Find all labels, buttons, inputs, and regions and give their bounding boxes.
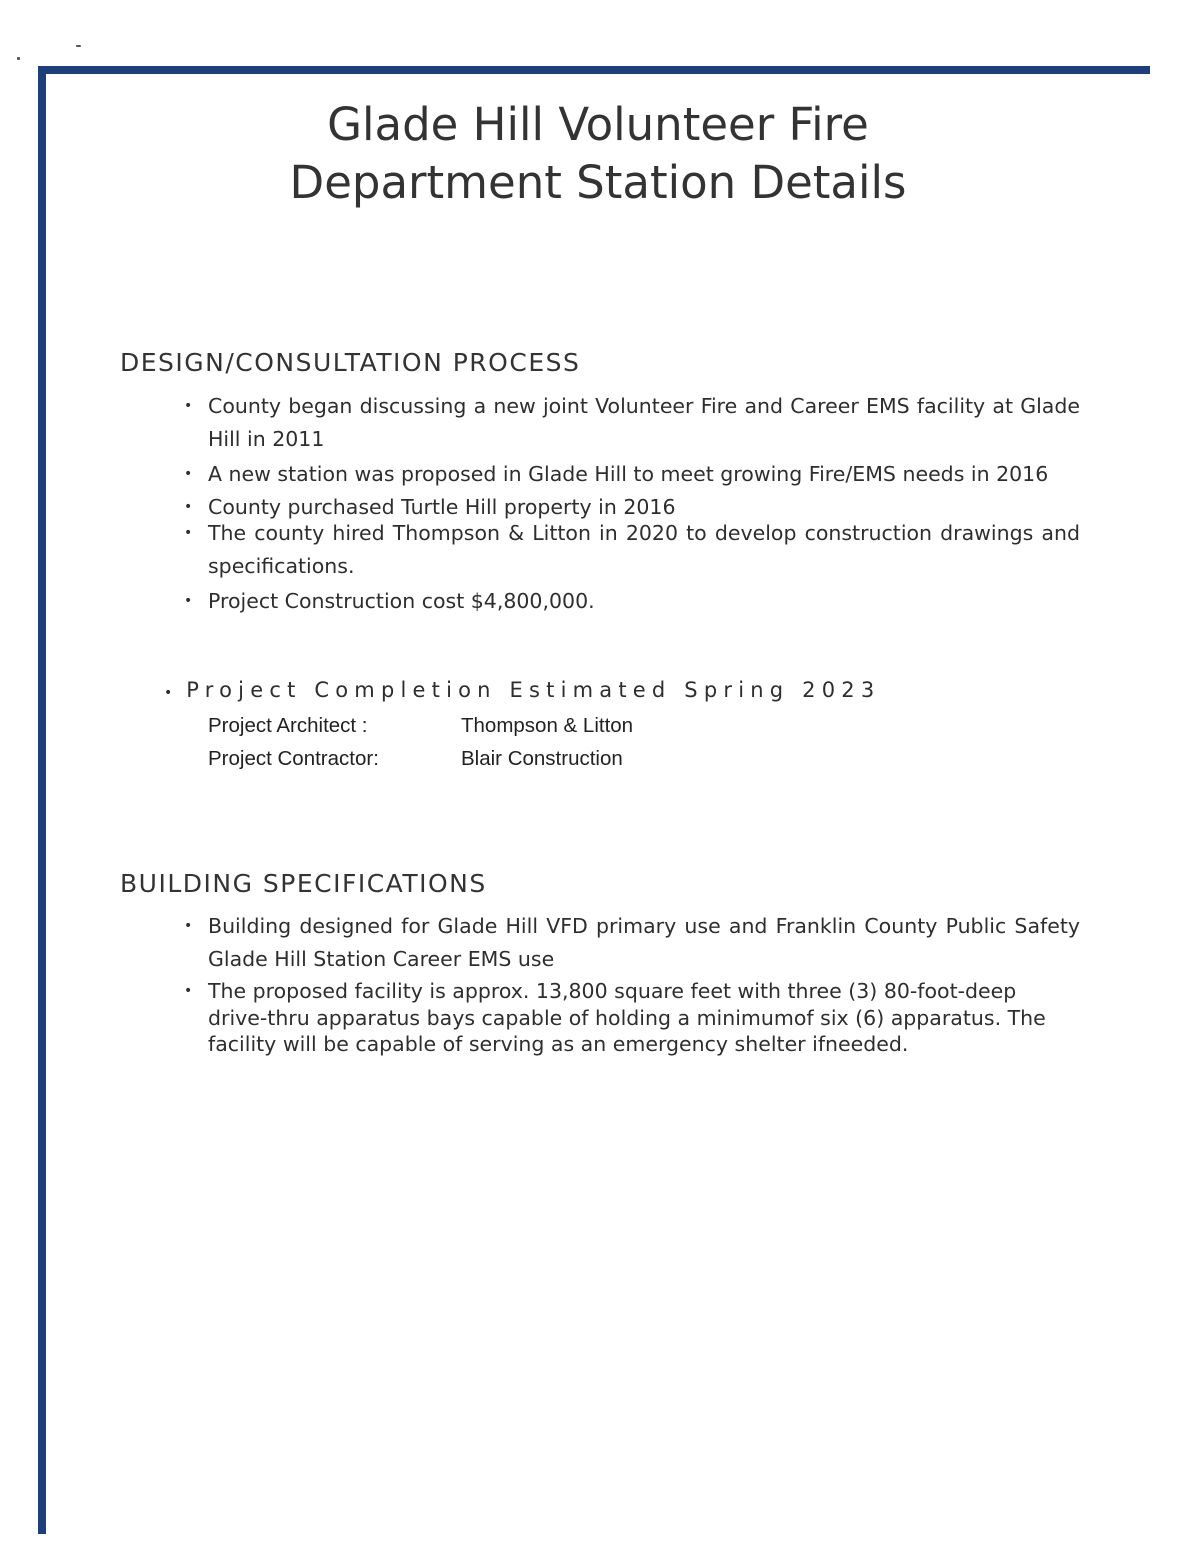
scan-speck bbox=[76, 45, 81, 47]
bullet-icon: • bbox=[184, 499, 193, 515]
bullet-icon: • bbox=[184, 466, 193, 482]
list-item-text: County began discussing a new joint Volunteer Fire and Career EMS facility at Glade Hill in 2011 bbox=[208, 394, 1080, 451]
project-contractor-label: Project Contractor: bbox=[208, 747, 379, 770]
bullet-icon: • bbox=[184, 983, 193, 999]
page-title bbox=[46, 96, 1150, 212]
project-contractor-value: Blair Construction bbox=[461, 747, 623, 770]
list-item-text: County purchased Turtle Hill property in 2016 bbox=[208, 495, 676, 519]
page-title-line-2: Department Station Details bbox=[289, 156, 907, 209]
building-section-heading: BUILDING SPECIFICATIONS bbox=[120, 869, 487, 898]
design-section-heading: DESIGN/CONSULTATION PROCESS bbox=[120, 348, 581, 377]
scan-speck bbox=[17, 57, 20, 60]
page-border-top bbox=[38, 66, 1150, 74]
project-completion bbox=[164, 678, 880, 702]
list-item-text: Building designed for Glade Hill VFD primary use and Franklin County Public Safety Glade Hill Station Career EMS use bbox=[208, 914, 1080, 971]
page-title-line-1: Glade Hill Volunteer Fire bbox=[327, 98, 869, 151]
bullet-icon: • bbox=[184, 398, 193, 414]
project-architect-label: Project Architect : bbox=[208, 714, 368, 737]
list-item-text: A new station was proposed in Glade Hill to meet growing Fire/EMS needs in 2016 bbox=[208, 462, 1049, 486]
list-item-text: The proposed facility is approx. 13,800 square feet with three (3) 80-foot-deep drive-thru apparatus bays capable of holding a minimumof six (6) apparatus. The facility will be capable of serving as an emergency shelter ifneeded. bbox=[208, 979, 1046, 1056]
design-list bbox=[180, 390, 1080, 618]
building-list bbox=[180, 910, 1080, 1058]
list-item bbox=[180, 517, 1080, 583]
bullet-icon: • bbox=[184, 525, 193, 541]
bullet-icon: • bbox=[184, 593, 193, 609]
project-completion-text: Project Completion Estimated Spring 2023 bbox=[186, 678, 881, 702]
list-item bbox=[180, 585, 1080, 618]
list-item bbox=[180, 458, 1080, 491]
list-item bbox=[180, 910, 1080, 976]
list-item-text: The county hired Thompson & Litton in 2020 to develop construction drawings and specifications. bbox=[208, 521, 1080, 578]
bullet-icon: • bbox=[184, 918, 193, 934]
list-item bbox=[180, 390, 1080, 456]
page-border-left bbox=[38, 66, 46, 1534]
list-item-text: Project Construction cost $4,800,000. bbox=[208, 589, 595, 613]
project-architect-value: Thompson & Litton bbox=[461, 714, 634, 737]
bullet-icon: • bbox=[164, 685, 173, 701]
list-item bbox=[180, 978, 1076, 1058]
